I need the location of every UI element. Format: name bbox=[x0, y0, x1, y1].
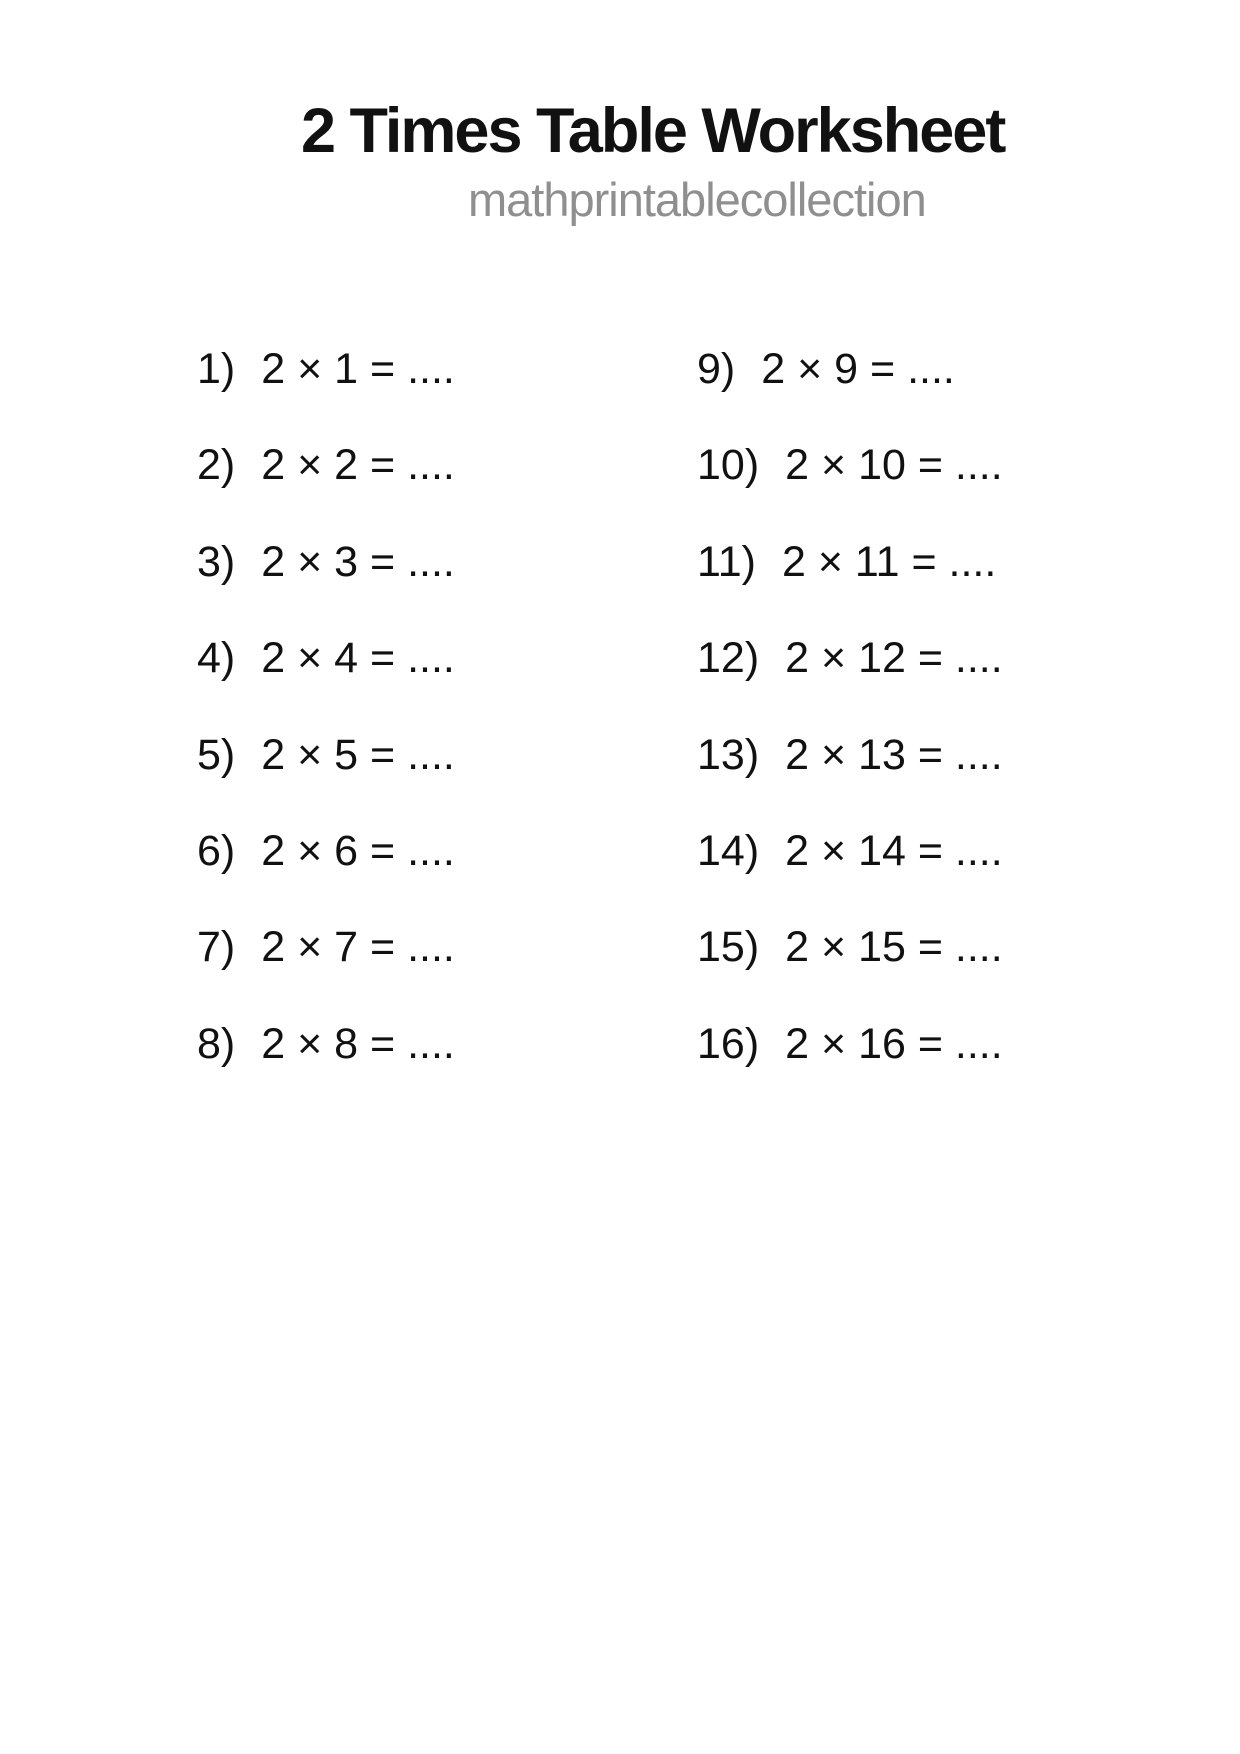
problem-number: 5) bbox=[197, 730, 236, 779]
problem-expression: 2 × 8 = .... bbox=[261, 1019, 455, 1068]
problem-item bbox=[697, 1019, 1003, 1068]
problem-number: 9) bbox=[697, 345, 736, 393]
problem-number: 11) bbox=[697, 537, 756, 586]
problem-number: 15) bbox=[697, 923, 760, 972]
problem-number: 10) bbox=[697, 441, 760, 490]
problem-item bbox=[197, 923, 455, 972]
problem-expression: 2 × 15 = .... bbox=[785, 923, 1003, 972]
problem-item bbox=[697, 345, 1003, 393]
problem-item bbox=[697, 634, 1003, 683]
problem-number: 13) bbox=[697, 730, 760, 779]
problem-item bbox=[197, 826, 455, 875]
problem-expression: 2 × 2 = .... bbox=[261, 441, 455, 490]
problem-number: 14) bbox=[697, 826, 760, 875]
problem-expression: 2 × 7 = .... bbox=[261, 923, 455, 972]
problem-expression: 2 × 11 = .... bbox=[781, 537, 997, 586]
problem-item bbox=[697, 537, 1003, 586]
problem-number: 3) bbox=[197, 537, 236, 586]
problem-expression: 2 × 10 = .... bbox=[785, 441, 1003, 490]
problem-item bbox=[697, 826, 1003, 875]
worksheet-subtitle: mathprintablecollection bbox=[468, 173, 926, 226]
problem-expression: 2 × 14 = .... bbox=[785, 826, 1003, 875]
problem-item bbox=[197, 730, 455, 779]
problem-item bbox=[197, 634, 455, 683]
problem-number: 16) bbox=[697, 1019, 760, 1068]
problem-expression: 2 × 9 = .... bbox=[761, 345, 955, 393]
problem-number: 4) bbox=[197, 634, 236, 683]
problem-expression: 2 × 4 = .... bbox=[261, 634, 455, 683]
problem-item bbox=[197, 537, 455, 586]
problem-item bbox=[697, 441, 1003, 490]
worksheet-title: 2 Times Table Worksheet bbox=[301, 96, 1005, 166]
problem-expression: 2 × 5 = .... bbox=[261, 730, 455, 779]
problem-item bbox=[697, 730, 1003, 779]
problem-expression: 2 × 6 = .... bbox=[261, 826, 455, 875]
problem-expression: 2 × 13 = .... bbox=[785, 730, 1003, 779]
problem-number: 7) bbox=[197, 923, 236, 972]
problem-expression: 2 × 3 = .... bbox=[261, 537, 455, 586]
problem-number: 2) bbox=[197, 441, 236, 490]
problem-item bbox=[697, 923, 1003, 972]
problem-item bbox=[197, 345, 455, 393]
problems-right-column bbox=[697, 345, 1003, 1068]
problem-number: 8) bbox=[197, 1019, 236, 1068]
problems-left-column bbox=[197, 345, 455, 1068]
problem-item bbox=[197, 1019, 455, 1068]
problem-expression: 2 × 1 = .... bbox=[261, 345, 455, 393]
problem-item bbox=[197, 441, 455, 490]
problem-number: 1) bbox=[197, 345, 236, 393]
problem-expression: 2 × 16 = .... bbox=[785, 1019, 1003, 1068]
problem-expression: 2 × 12 = .... bbox=[785, 634, 1003, 683]
problem-number: 6) bbox=[197, 826, 236, 875]
problem-number: 12) bbox=[697, 634, 760, 683]
